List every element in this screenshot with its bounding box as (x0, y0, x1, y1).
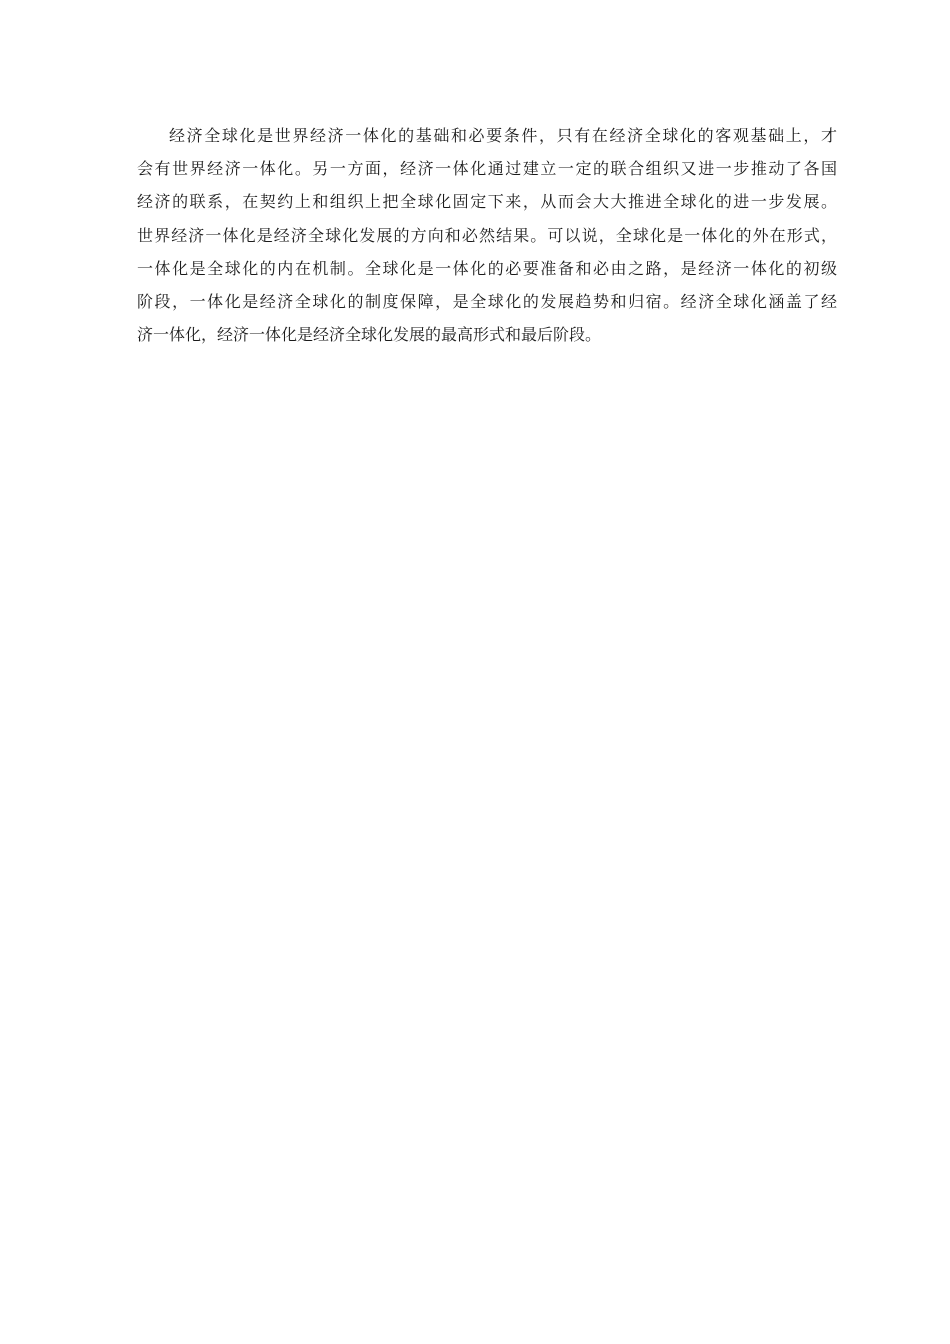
paragraph-line: 经济全球化是世界经济一体化的基础和必要条件，只有在经济全球化的客观基础上，才 (169, 126, 837, 145)
body-paragraph (137, 119, 837, 351)
paragraph-line: 济一体化，经济一体化是经济全球化发展的最高形式和最后阶段。 (137, 325, 602, 345)
paragraph-line: 会有世界经济一体化。另一方面，经济一体化通过建立一定的联合组织又进一步推动了各国 (137, 159, 837, 179)
paragraph-line: 经济的联系，在契约上和组织上把全球化固定下来，从而会大大推进全球化的进一步发展。 (137, 192, 837, 212)
paragraph-line: 一体化是全球化的内在机制。全球化是一体化的必要准备和必由之路，是经济一体化的初级 (137, 258, 837, 278)
paragraph-line: 世界经济一体化是经济全球化发展的方向和必然结果。可以说，全球化是一体化的外在形式， (137, 225, 837, 245)
paragraph-line: 阶段，一体化是经济全球化的制度保障，是全球化的发展趋势和归宿。经济全球化涵盖了经 (137, 291, 837, 311)
